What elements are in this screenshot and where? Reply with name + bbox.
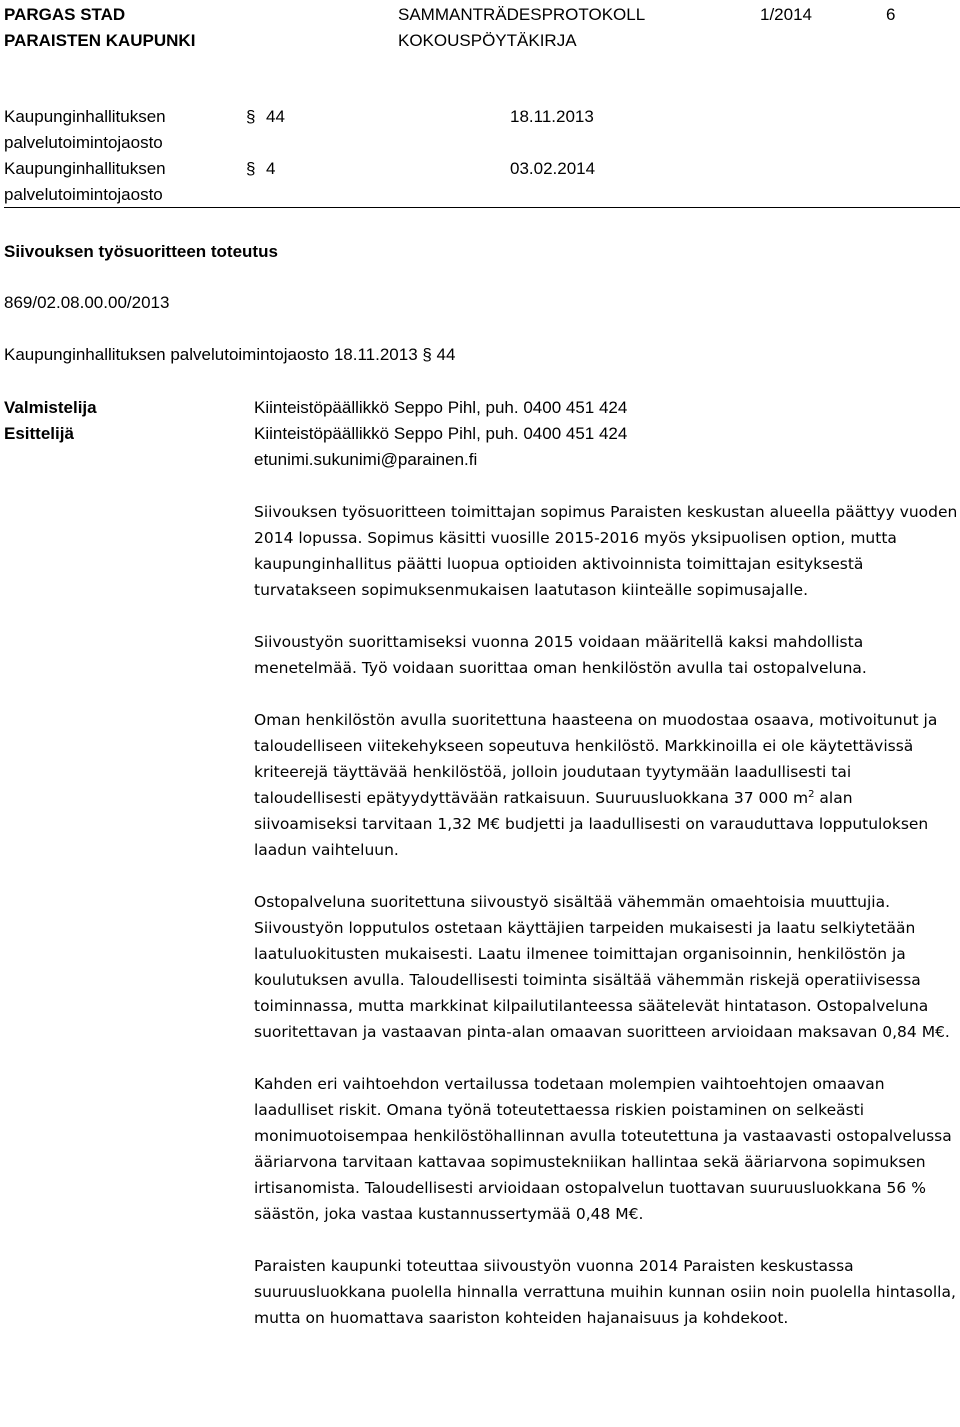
- meeting-number: 1/2014: [760, 5, 812, 24]
- org-name: [4, 2, 195, 54]
- meeting-date: 03.02.2014: [510, 159, 596, 178]
- meeting-body: Kaupunginhallituksen palvelutoimintojaosto: [4, 159, 166, 204]
- section-number: 4: [266, 159, 276, 178]
- preparer-label: Valmistelija: [4, 398, 97, 417]
- body-text: [254, 499, 960, 1331]
- email-row: [4, 447, 954, 473]
- paragraph: Siivoustyön suorittamiseksi vuonna 2015 voidaan määritellä kaksi mahdollista menetelmää. Työ voidaan suorittaa oman henkilöstön avulla tai ostopalveluna.: [254, 633, 867, 677]
- meeting-list: [4, 104, 959, 208]
- divider: [4, 207, 960, 208]
- diary-number: 869/02.08.00.00/2013: [4, 293, 170, 312]
- presenter-row: [4, 421, 954, 447]
- presenter-label: Esittelijä: [4, 424, 74, 443]
- superscript: 2: [808, 788, 815, 800]
- section-sign: §: [246, 159, 256, 178]
- roles-block: [4, 395, 954, 473]
- meeting-row: [4, 104, 959, 156]
- preparer-value: Kiinteistöpäällikkö Seppo Pihl, puh. 0400 451 424: [254, 398, 628, 417]
- paragraph: Siivouksen työsuoritteen toimittajan sopimus Paraisten keskustan alueella päättyy vuoden 2014 lopussa. Sopimus käsitti vuosille 2015-2016 myös yksipuolisen option, mutta kaupunginhallitus päätti luopua optioiden aktivoinnista toimittajan esityksestä turvatakseen sopimuksenmukaisen laatutason kiinteälle sopimusajalle.: [254, 503, 958, 599]
- org-name-finnish: PARAISTEN KAUPUNKI: [4, 31, 196, 50]
- meeting-reference: Kaupunginhallituksen palvelutoimintojaosto 18.11.2013 § 44: [4, 345, 456, 364]
- paragraph: Paraisten kaupunki toteuttaa siivoustyön vuonna 2014 Paraisten keskustassa suuruusluokkana puolella hinnalla verrattuna muihin kunnan osiin noin puolella hintasolla, mutta on huomattava saariston kohteiden hajanaisuus ja kohdekoot.: [254, 1257, 956, 1327]
- doc-type-swedish: SAMMANTRÄDESPROTOKOLL: [398, 5, 646, 24]
- meeting-row: [4, 156, 959, 208]
- meeting-date: 18.11.2013: [510, 107, 594, 126]
- preparer-row: [4, 395, 954, 421]
- paragraph: Oman henkilöstön avulla suoritettuna haasteena on muodostaa osaava, motivoitunut ja taloudelliseen viitekehykseen sopeutuva henkilöstö. Markkinoilla ei ole käytettävissä kriteerejä täyttävää henkilöstöä, jolloin joudutaan tyytymään laadullisesti tai taloudellisesti epätyydyttävään ratkaisuun. Suuruusluokkana 37 000 $m^2$ alan siivoamiseksi tarvitaan 1,32 M€ budjetti ja laadullisesti on varauduttava lopputuloksen laadun vaihteluun.: [254, 711, 938, 859]
- page-number: 6: [886, 5, 896, 24]
- paragraph: Ostopalveluna suoritettuna siivoustyö sisältää vähemmän omaehtoisia muuttujia. Siivoustyön lopputulos ostetaan käyttäjien tarpeiden mukaisesti ja laatu selkiytetään laatuluokitusten mukaisesti. Laatu ilmenee toimittajan organisoinnin, henkilöstön ja koulutuksen avulla. Taloudellisesti toiminta sisältää vähemmän riskejä operatiivisessa toiminnassa, mutta markkinat kilpailutilanteessa säätelevät hintatason. Ostopalveluna suoritettavan ja vastaavan pinta-alan omaavan suoritteen arvioidaan maksavan 0,84 M€.: [254, 893, 950, 1041]
- paragraph: Kahden eri vaihtoehdon vertailussa todetaan molempien vaihtoehtojen omaavan laadulliset riskit. Omana työnä toteutettaessa riskien poistaminen on selkeästi monimuotoisempaa henkilöstöhallinnan avulla toteutettuna ja vastaavasti ostopalvelussa ääriarvona tarvitaan kattavaa sopimustekniikan hallintaa sekä ääriarvona sopimuksen irtisanomista. Taloudellisesti arvioidaan ostopalvelun tuottavan suuruusluokkana 56 % säästön, joka vastaa kustannussertymää 0,48 M€.: [254, 1075, 952, 1223]
- doc-type: [398, 2, 645, 54]
- meeting-body: Kaupunginhallituksen palvelutoimintojaosto: [4, 107, 166, 152]
- doc-type-finnish: KOKOUSPÖYTÄKIRJA: [398, 31, 577, 50]
- contact-email: etunimi.sukunimi@parainen.fi: [254, 450, 478, 469]
- presenter-value: Kiinteistöpäällikkö Seppo Pihl, puh. 0400 451 424: [254, 424, 628, 443]
- section-sign: §: [246, 107, 256, 126]
- org-name-swedish: PARGAS STAD: [4, 5, 126, 24]
- section-number: 44: [266, 107, 285, 126]
- item-title: Siivouksen työsuoritteen toteutus: [4, 242, 278, 261]
